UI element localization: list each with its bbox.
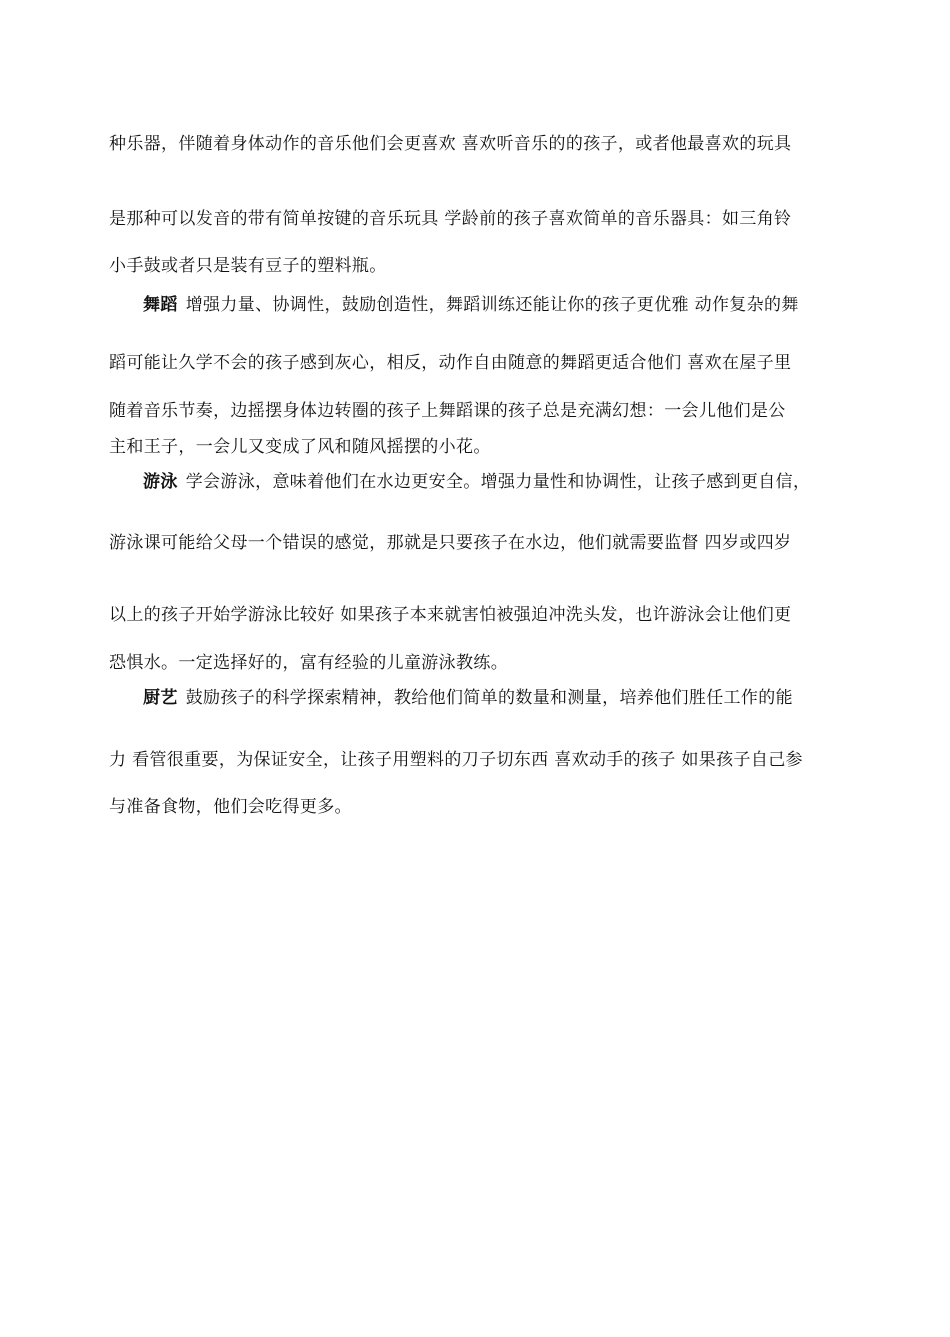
cooking-paragraph-line-3: 与准备食物，他们会吃得更多。 — [109, 797, 352, 817]
music-paragraph-line-3: 小手鼓或者只是装有豆子的塑料瓶。 — [109, 256, 387, 276]
swim-paragraph-line-3: 以上的孩子开始学游泳比较好 如果孩子本来就害怕被强迫冲洗头发，也许游泳会让他们更 — [109, 605, 792, 625]
dance-heading: 舞蹈 — [143, 295, 178, 315]
dance-paragraph-line-1 — [143, 294, 845, 316]
dance-paragraph-line-3: 随着音乐节奏，边摇摆身体边转圈的孩子上舞蹈课的孩子总是充满幻想：一会儿他们是公 — [109, 401, 786, 421]
swim-paragraph-line-2: 游泳课可能给父母一个错误的感觉，那就是只要孩子在水边，他们就需要监督 四岁或四岁 — [109, 533, 792, 553]
cooking-paragraph-line-1 — [143, 687, 845, 709]
dance-line-1-text: 增强力量、协调性，鼓励创造性，舞蹈训练还能让你的孩子更优雅 动作复杂的舞 — [185, 295, 799, 315]
swim-heading: 游泳 — [143, 472, 178, 492]
cooking-heading: 厨艺 — [143, 688, 178, 708]
music-paragraph-line-2: 是那种可以发音的带有简单按键的音乐玩具 学龄前的孩子喜欢简单的音乐器具：如三角铃 — [109, 209, 792, 229]
swim-paragraph-line-4: 恐惧水。一定选择好的，富有经验的儿童游泳教练。 — [109, 653, 509, 673]
swim-paragraph-line-1 — [143, 471, 845, 493]
music-paragraph-line-1: 种乐器，伴随着身体动作的音乐他们会更喜欢 喜欢听音乐的的孩子，或者他最喜欢的玩具 — [109, 134, 792, 154]
dance-paragraph-line-2: 蹈可能让久学不会的孩子感到灰心，相反，动作自由随意的舞蹈更适合他们 喜欢在屋子里 — [109, 353, 792, 373]
dance-paragraph-line-4: 主和王子，一会儿又变成了风和随风摇摆的小花。 — [109, 437, 491, 457]
swim-line-1-text: 学会游泳，意味着他们在水边更安全。增强力量性和协调性，让孩子感到更自信， — [185, 472, 811, 492]
cooking-line-1-text: 鼓励孩子的科学探索精神，教给他们简单的数量和测量，培养他们胜任工作的能 — [185, 688, 793, 708]
cooking-paragraph-line-2: 力 看管很重要，为保证安全，让孩子用塑料的刀子切东西 喜欢动手的孩子 如果孩子自己参 — [109, 750, 803, 770]
